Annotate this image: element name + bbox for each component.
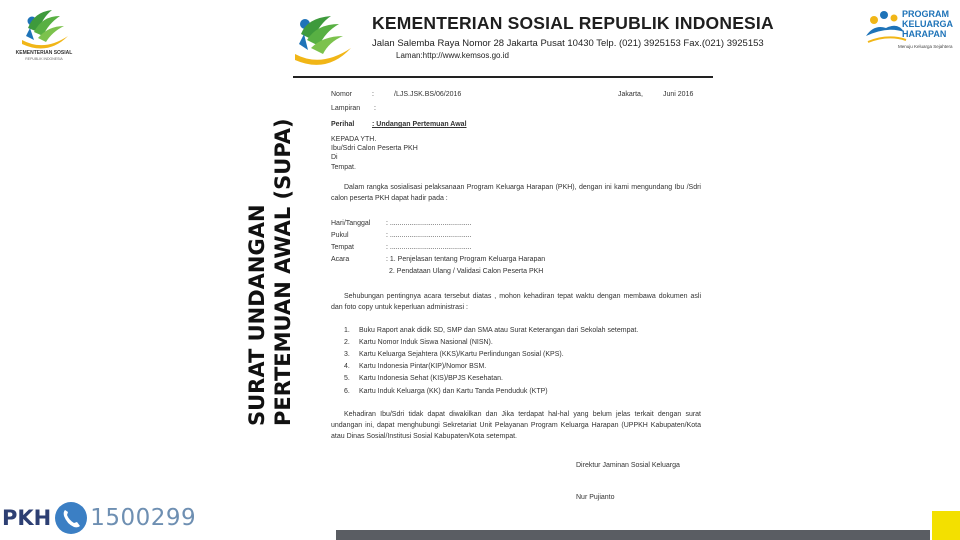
doc-item-2: Kartu Nomor Induk Siswa Nasional (NISN). xyxy=(359,339,493,346)
date-value: Juni 2016 xyxy=(663,91,694,98)
doc-number-4: 4. xyxy=(344,363,350,370)
pukul-value: : .......................................... xyxy=(386,232,472,239)
kemensos-subcaption: REPUBLIK INDONESIA xyxy=(25,57,63,61)
nomor-label: Nomor xyxy=(331,91,353,98)
slide-title-line2: PERTEMUAN AWAL (SUPA) xyxy=(271,118,295,426)
acara-item-2: 2. Pendataan Ulang / Validasi Calon Peserta PKH xyxy=(389,268,544,275)
org-website: Laman:http://www.kemsos.go.id xyxy=(396,51,509,60)
slide-title-line1: SURAT UNDANGAN xyxy=(245,204,269,426)
tempat-value: : .......................................... xyxy=(386,244,472,251)
request-paragraph: Sehubungan pentingnya acara tersebut diatas , mohon kehadiran tepat waktu dengan membawa dokumen asli dan foto copy untuk keperluan administrasi : xyxy=(331,293,701,311)
program-line2: KELUARGA xyxy=(902,19,953,29)
program-tagline: Menuju Keluarga Sejahtera xyxy=(898,44,953,49)
signer-title: Direktur Jaminan Sosial Keluarga xyxy=(576,462,680,469)
hari-label: Hari/Tanggal xyxy=(331,220,371,227)
slide-title xyxy=(244,46,296,426)
bottom-bar xyxy=(336,530,930,540)
doc-number-2: 2. xyxy=(344,339,350,346)
kemensos-caption: KEMENTERIAN SOSIAL xyxy=(15,50,73,56)
hotline-number: 1500299 xyxy=(90,505,197,531)
recipient-line1: KEPADA YTH. xyxy=(331,136,377,143)
intro-paragraph: Dalam rangka sosialisasi pelaksanaan Program Keluarga Harapan (PKH), dengan ini kami mengundang Ibu /Sdri calon peserta PKH dapat hadir pada : xyxy=(331,184,701,202)
perihal-label: Perihal xyxy=(331,121,355,128)
program-line3: HARAPAN xyxy=(902,29,947,39)
signer-name: Nur Pujianto xyxy=(576,494,615,501)
kemensos-letterhead-emblem-icon xyxy=(291,14,359,74)
nomor-colon: : xyxy=(372,91,374,98)
doc-number-3: 3. xyxy=(344,351,350,358)
doc-item-5: Kartu Indonesia Sehat (KIS)/BPJS Kesehatan. xyxy=(359,375,503,382)
nomor-value: /LJS.JSK.BS/06/2016 xyxy=(394,91,462,98)
lampiran-label: Lampiran xyxy=(331,105,361,112)
program-line1: PROGRAM xyxy=(902,9,949,19)
org-name: KEMENTERIAN SOSIAL REPUBLIK INDONESIA xyxy=(372,13,774,33)
acara-item-1: : 1. Penjelasan tentang Program Keluarga Harapan xyxy=(386,256,546,263)
pkh-hotline xyxy=(2,498,196,538)
tempat-label: Tempat xyxy=(331,244,354,251)
doc-number-6: 6. xyxy=(344,388,350,395)
letterhead-divider xyxy=(293,76,713,78)
yellow-accent-square xyxy=(932,511,960,540)
recipient-line4: Tempat. xyxy=(331,164,356,171)
recipient-line2: Ibu/Sdri Calon Peserta PKH xyxy=(331,145,418,152)
doc-item-6: Kartu Induk Keluarga (KK) dan Kartu Tanda Penduduk (KTP) xyxy=(359,388,548,395)
phone-icon xyxy=(54,501,88,535)
doc-item-1: Buku Raport anak didik SD, SMP dan SMA atau Surat Keterangan dari Sekolah setempat. xyxy=(359,327,639,334)
doc-item-3: Kartu Keluarga Sejahtera (KKS)/Kartu Perlindungan Sosial (KPS). xyxy=(359,351,564,358)
pukul-label: Pukul xyxy=(331,232,349,239)
doc-number-1: 1. xyxy=(344,327,350,334)
org-address: Jalan Salemba Raya Nomor 28 Jakarta Pusat 10430 Telp. (021) 3925153 Fax.(021) 3925153 xyxy=(372,38,764,49)
closing-paragraph: Kehadiran Ibu/Sdri tidak dapat diwakilkan dan Jika terdapat hal-hal yang belum jelas terkait dengan surat undangan ini, dapat menghubungi Sekretariat Unit Pelayanan Program Keluarga Harapan (UPPKH Kabupaten/Kota atau Dinas Sosial/Institusi Sosial Kabupaten/Kota setempat. xyxy=(331,411,701,440)
lampiran-colon: : xyxy=(374,105,376,112)
doc-number-5: 5. xyxy=(344,375,350,382)
doc-item-4: Kartu Indonesia Pintar(KIP)/Nomor BSM. xyxy=(359,363,487,370)
place-date: Jakarta, xyxy=(618,91,643,98)
perihal-value: : Undangan Pertemuan Awal xyxy=(372,121,467,128)
recipient-line3: Di xyxy=(331,154,338,161)
hotline-brand: PKH xyxy=(2,506,52,530)
acara-label: Acara xyxy=(331,256,350,263)
hari-value: : .......................................... xyxy=(386,220,472,227)
